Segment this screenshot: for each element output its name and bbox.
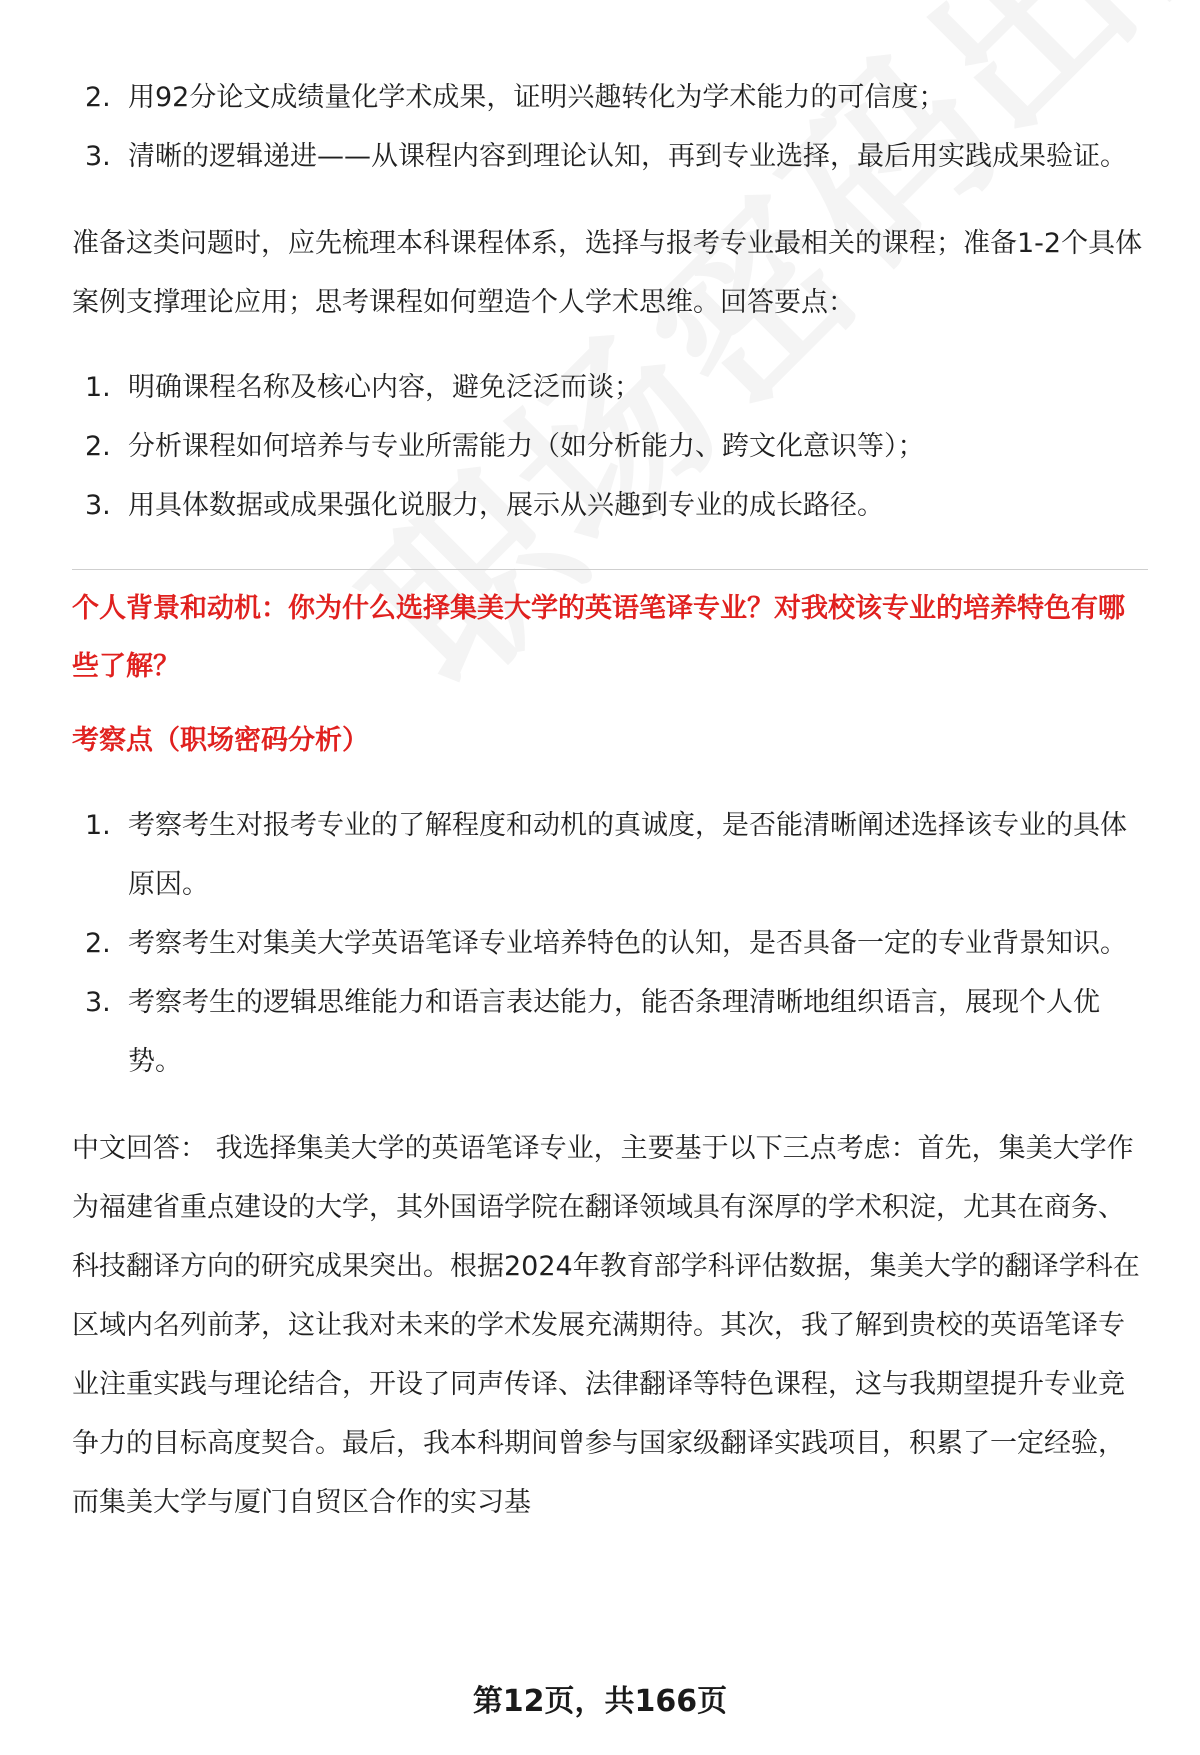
list-item-text: 考察考生的逻辑思维能力和语言表达能力，能否条理清晰地组织语言，展现个人优势。 [128,987,1100,1077]
list-item [72,68,1148,127]
list-number: 1. [85,810,111,841]
question-title: 个人背景和动机：你为什么选择集美大学的英语笔译专业？对我校该专业的培养特色有哪些了解？ [72,593,1125,682]
list-item-text: 用92分论文成绩量化学术成果，证明兴趣转化为学术能力的可信度； [128,82,946,113]
list-item-text: 清晰的逻辑递进——从课程内容到理论认知，再到专业选择，最后用实践成果验证。 [128,141,1127,172]
list-item [72,796,1148,914]
list-number: 1. [85,372,111,403]
examine-title: 考察点（职场密码分析） [72,725,369,756]
paragraph-prepare: 准备这类问题时，应先梳理本科课程体系，选择与报考专业最相关的课程；准备1-2个具体案例支撑理论应用；思考课程如何塑造个人学术思维。回答要点： [72,228,1143,318]
list-item [72,973,1148,1091]
list-examine [72,796,1148,1091]
list-item-text: 考察考生对集美大学英语笔译专业培养特色的认知，是否具备一定的专业背景知识。 [128,928,1127,959]
list-item-text: 明确课程名称及核心内容，避免泛泛而谈； [128,372,641,403]
page-number-footer: 第12页，共166页 [472,1684,728,1719]
list-number: 2. [85,82,111,113]
document-content [72,68,1148,1532]
list-number: 3. [85,141,111,172]
list-item [72,417,1148,476]
answer-paragraph: 中文回答： 我选择集美大学的英语笔译专业，主要基于以下三点考虑：首先，集美大学作为福建省重点建设的大学，其外国语学院在翻译领域具有深厚的学术积淀，尤其在商务、科技翻译方向的研究成果突出。根据2024年教育部学科评估数据，集美大学的翻译学科在区域内名列前茅，这让我对未来的学术发展充满期待。其次，我了解到贵校的英语笔译专业注重实践与理论结合，开设了同声传译、法律翻译等特色课程，这与我期望提升专业竞争力的目标高度契合。最后，我本科期间曾参与国家级翻译实践项目，积累了一定经验，而集美大学与厦门自贸区合作的实习基 [72,1133,1140,1518]
list-item [72,127,1148,186]
list-item-text: 分析课程如何培养与专业所需能力（如分析能力、跨文化意识等）； [128,431,925,462]
list-number: 3. [85,987,111,1018]
list-number: 3. [85,490,111,521]
list-item [72,476,1148,535]
list-number: 2. [85,928,111,959]
list-top [72,68,1148,186]
list-item-text: 用具体数据或成果强化说服力，展示从兴趣到专业的成长路径。 [128,490,884,521]
list-points [72,358,1148,535]
list-item [72,914,1148,973]
section-divider [72,569,1148,570]
list-number: 2. [85,431,111,462]
list-item-text: 考察考生对报考专业的了解程度和动机的真诚度，是否能清晰阐述选择该专业的具体原因。 [128,810,1127,900]
list-item [72,358,1148,417]
